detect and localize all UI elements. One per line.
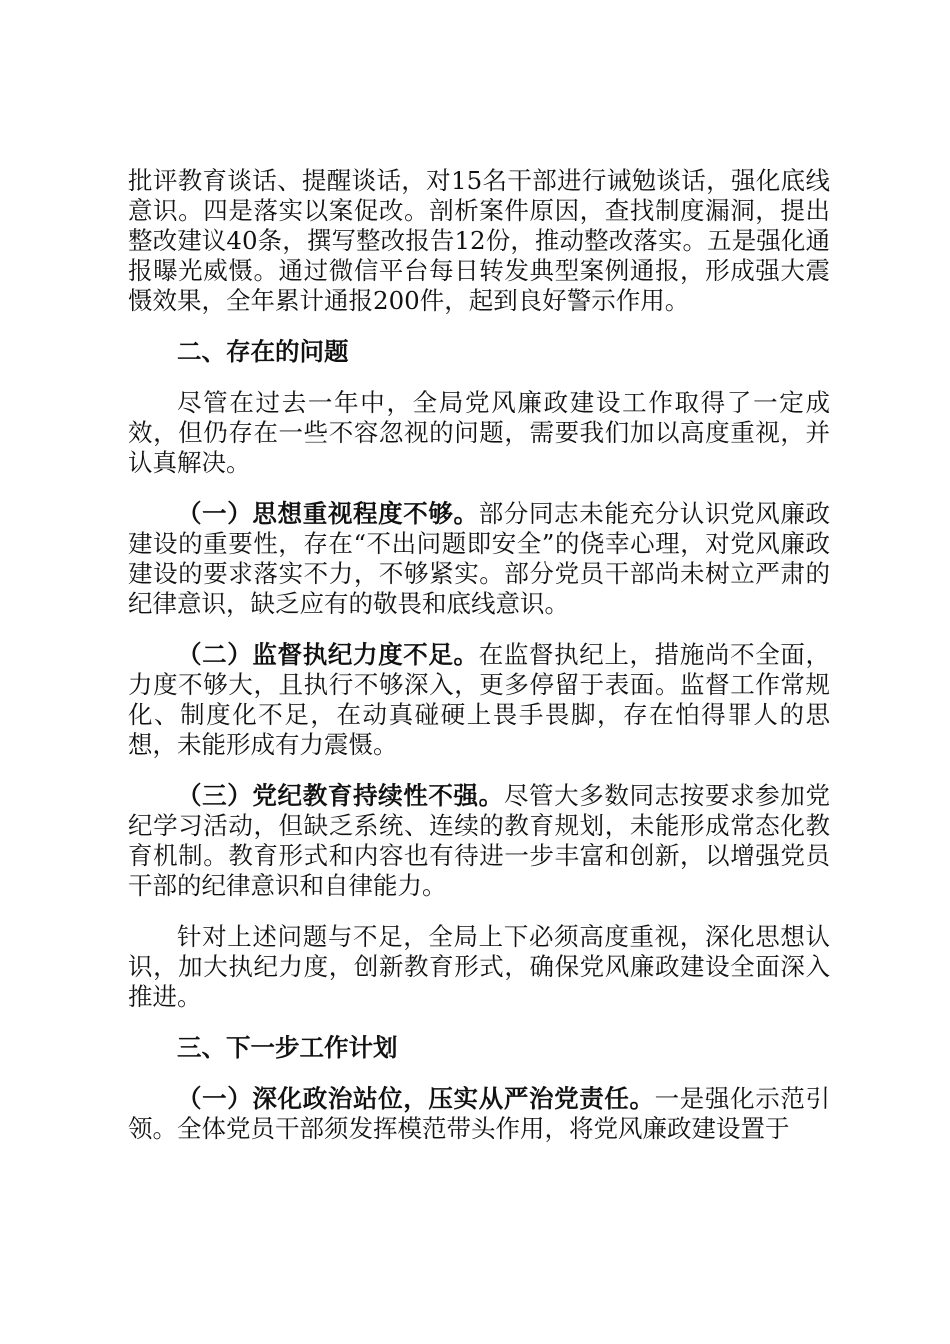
problem-item	[128, 781, 830, 901]
item-text: 尽管大多数同志按要求参加党纪学习活动，但缺乏系统、连续的教育规划，未能形成常态化教育机制。教育形式和内容也有待进一步丰富和创新，以增强党员干部的纪律意识和自律能力。	[128, 781, 831, 900]
item-title: （一）思想重视程度不够。	[177, 499, 479, 528]
section-heading: 三、下一步工作计划	[177, 1033, 398, 1062]
item-text: 部分同志未能充分认识党风廉政建设的重要性，存在“不出问题即安全”的侥幸心理，对党风廉政建设的要求落实不力，不够紧实。部分党员干部尚未树立严肃的纪律意识，缺乏应有的敬畏和底线意识。	[128, 499, 831, 618]
document-page	[128, 166, 830, 1165]
problem-item	[128, 640, 830, 760]
item-title: （一）深化政治站位，压实从严治党责任。	[177, 1084, 655, 1113]
item-text: 一是强化示范引领。全体党员干部须发挥模范带头作用，将党风廉政建设置于	[128, 1084, 831, 1143]
body-paragraph: 批评教育谈话、提醒谈话，对15名干部进行诫勉谈话，强化底线意识。四是落实以案促改。剖析案件原因，查找制度漏洞，提出整改建议40条，撰写整改报告12份，推动整改落实。五是强化通报曝光威慑。通过微信平台每日转发典型案例通报，形成强大震慑效果，全年累计通报200件，起到良好警示作用。	[128, 166, 830, 315]
item-title: （二）监督执纪力度不足。	[177, 640, 479, 669]
plan-item	[128, 1084, 830, 1144]
problem-item	[128, 499, 830, 619]
section-heading: 二、存在的问题	[177, 337, 349, 366]
item-text: 在监督执纪上，措施尚不全面，力度不够大，且执行不够深入，更多停留于表面。监督工作常规化、制度化不足，在动真碰硬上畏手畏脚，存在怕得罪人的思想，未能形成有力震慑。	[128, 640, 831, 759]
body-paragraph: 针对上述问题与不足，全局上下必须高度重视，深化思想认识，加大执纪力度，创新教育形式，确保党风廉政建设全面深入推进。	[128, 922, 830, 1011]
item-title: （三）党纪教育持续性不强。	[177, 781, 504, 810]
body-paragraph: 尽管在过去一年中，全局党风廉政建设工作取得了一定成效，但仍存在一些不容忽视的问题，需要我们加以高度重视，并认真解决。	[128, 388, 830, 477]
